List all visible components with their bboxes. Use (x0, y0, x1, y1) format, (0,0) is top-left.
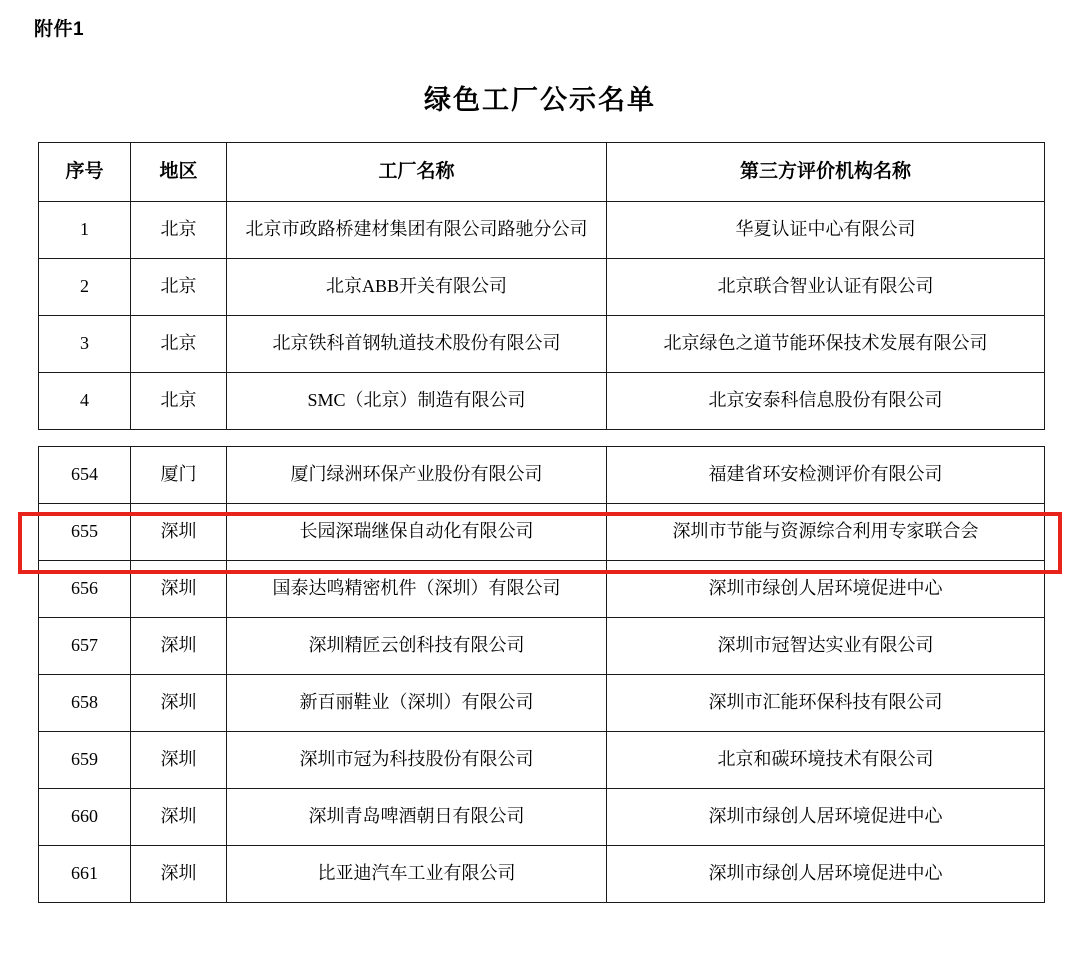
cell-factory: 深圳青岛啤酒朝日有限公司 (227, 789, 607, 846)
cell-factory: SMC（北京）制造有限公司 (227, 373, 607, 430)
table-row (39, 789, 1045, 846)
cell-factory: 深圳市冠为科技股份有限公司 (227, 732, 607, 789)
cell-factory: 新百丽鞋业（深圳）有限公司 (227, 675, 607, 732)
listing-tables (38, 142, 1044, 903)
cell-agency: 福建省环安检测评价有限公司 (607, 447, 1045, 504)
table-row (39, 202, 1045, 259)
cell-factory: 北京铁科首钢轨道技术股份有限公司 (227, 316, 607, 373)
cell-agency: 深圳市绿创人居环境促进中心 (607, 561, 1045, 618)
cell-factory: 北京ABB开关有限公司 (227, 259, 607, 316)
cell-region: 深圳 (131, 846, 227, 903)
cell-region: 北京 (131, 202, 227, 259)
cell-agency: 北京联合智业认证有限公司 (607, 259, 1045, 316)
table-row (39, 447, 1045, 504)
cell-agency: 北京安泰科信息股份有限公司 (607, 373, 1045, 430)
cell-factory: 厦门绿洲环保产业股份有限公司 (227, 447, 607, 504)
table-header-row (39, 143, 1045, 202)
cell-no: 4 (39, 373, 131, 430)
cell-region: 北京 (131, 373, 227, 430)
cell-no: 660 (39, 789, 131, 846)
table-row (39, 316, 1045, 373)
cell-no: 655 (39, 504, 131, 561)
column-header-agency: 第三方评价机构名称 (607, 143, 1045, 202)
cell-no: 659 (39, 732, 131, 789)
cell-region: 深圳 (131, 504, 227, 561)
cell-factory: 深圳精匠云创科技有限公司 (227, 618, 607, 675)
table-row (39, 732, 1045, 789)
cell-agency: 深圳市绿创人居环境促进中心 (607, 846, 1045, 903)
table-row (39, 259, 1045, 316)
cell-region: 北京 (131, 316, 227, 373)
cell-agency: 深圳市汇能环保科技有限公司 (607, 675, 1045, 732)
cell-region: 深圳 (131, 561, 227, 618)
cell-agency: 深圳市冠智达实业有限公司 (607, 618, 1045, 675)
cell-agency: 华夏认证中心有限公司 (607, 202, 1045, 259)
cell-region: 厦门 (131, 447, 227, 504)
cell-no: 3 (39, 316, 131, 373)
cell-agency: 北京绿色之道节能环保技术发展有限公司 (607, 316, 1045, 373)
cell-no: 657 (39, 618, 131, 675)
cell-factory: 国泰达鸣精密机件（深圳）有限公司 (227, 561, 607, 618)
cell-region: 深圳 (131, 618, 227, 675)
column-header-region: 地区 (131, 143, 227, 202)
table-row (39, 846, 1045, 903)
green-factory-table-top (38, 142, 1045, 430)
table-row (39, 561, 1045, 618)
table-row (39, 373, 1045, 430)
cell-agency: 深圳市绿创人居环境促进中心 (607, 789, 1045, 846)
page-title: 绿色工厂公示名单 (424, 85, 656, 115)
green-factory-table-bottom (38, 446, 1045, 903)
cell-region: 深圳 (131, 789, 227, 846)
cell-region: 深圳 (131, 732, 227, 789)
cell-no: 2 (39, 259, 131, 316)
cell-agency: 北京和碳环境技术有限公司 (607, 732, 1045, 789)
cell-factory: 长园深瑞继保自动化有限公司 (227, 504, 607, 561)
column-header-no: 序号 (39, 143, 131, 202)
cell-no: 658 (39, 675, 131, 732)
table-block-separator (38, 430, 1044, 446)
cell-region: 深圳 (131, 675, 227, 732)
cell-no: 654 (39, 447, 131, 504)
cell-no: 661 (39, 846, 131, 903)
table-row (39, 675, 1045, 732)
table-row-highlighted (39, 504, 1045, 561)
cell-no: 1 (39, 202, 131, 259)
cell-factory: 比亚迪汽车工业有限公司 (227, 846, 607, 903)
column-header-factory: 工厂名称 (227, 143, 607, 202)
cell-region: 北京 (131, 259, 227, 316)
attachment-label: 附件1 (34, 19, 85, 40)
table-row (39, 618, 1045, 675)
cell-agency: 深圳市节能与资源综合利用专家联合会 (607, 504, 1045, 561)
cell-no: 656 (39, 561, 131, 618)
cell-factory: 北京市政路桥建材集团有限公司路驰分公司 (227, 202, 607, 259)
